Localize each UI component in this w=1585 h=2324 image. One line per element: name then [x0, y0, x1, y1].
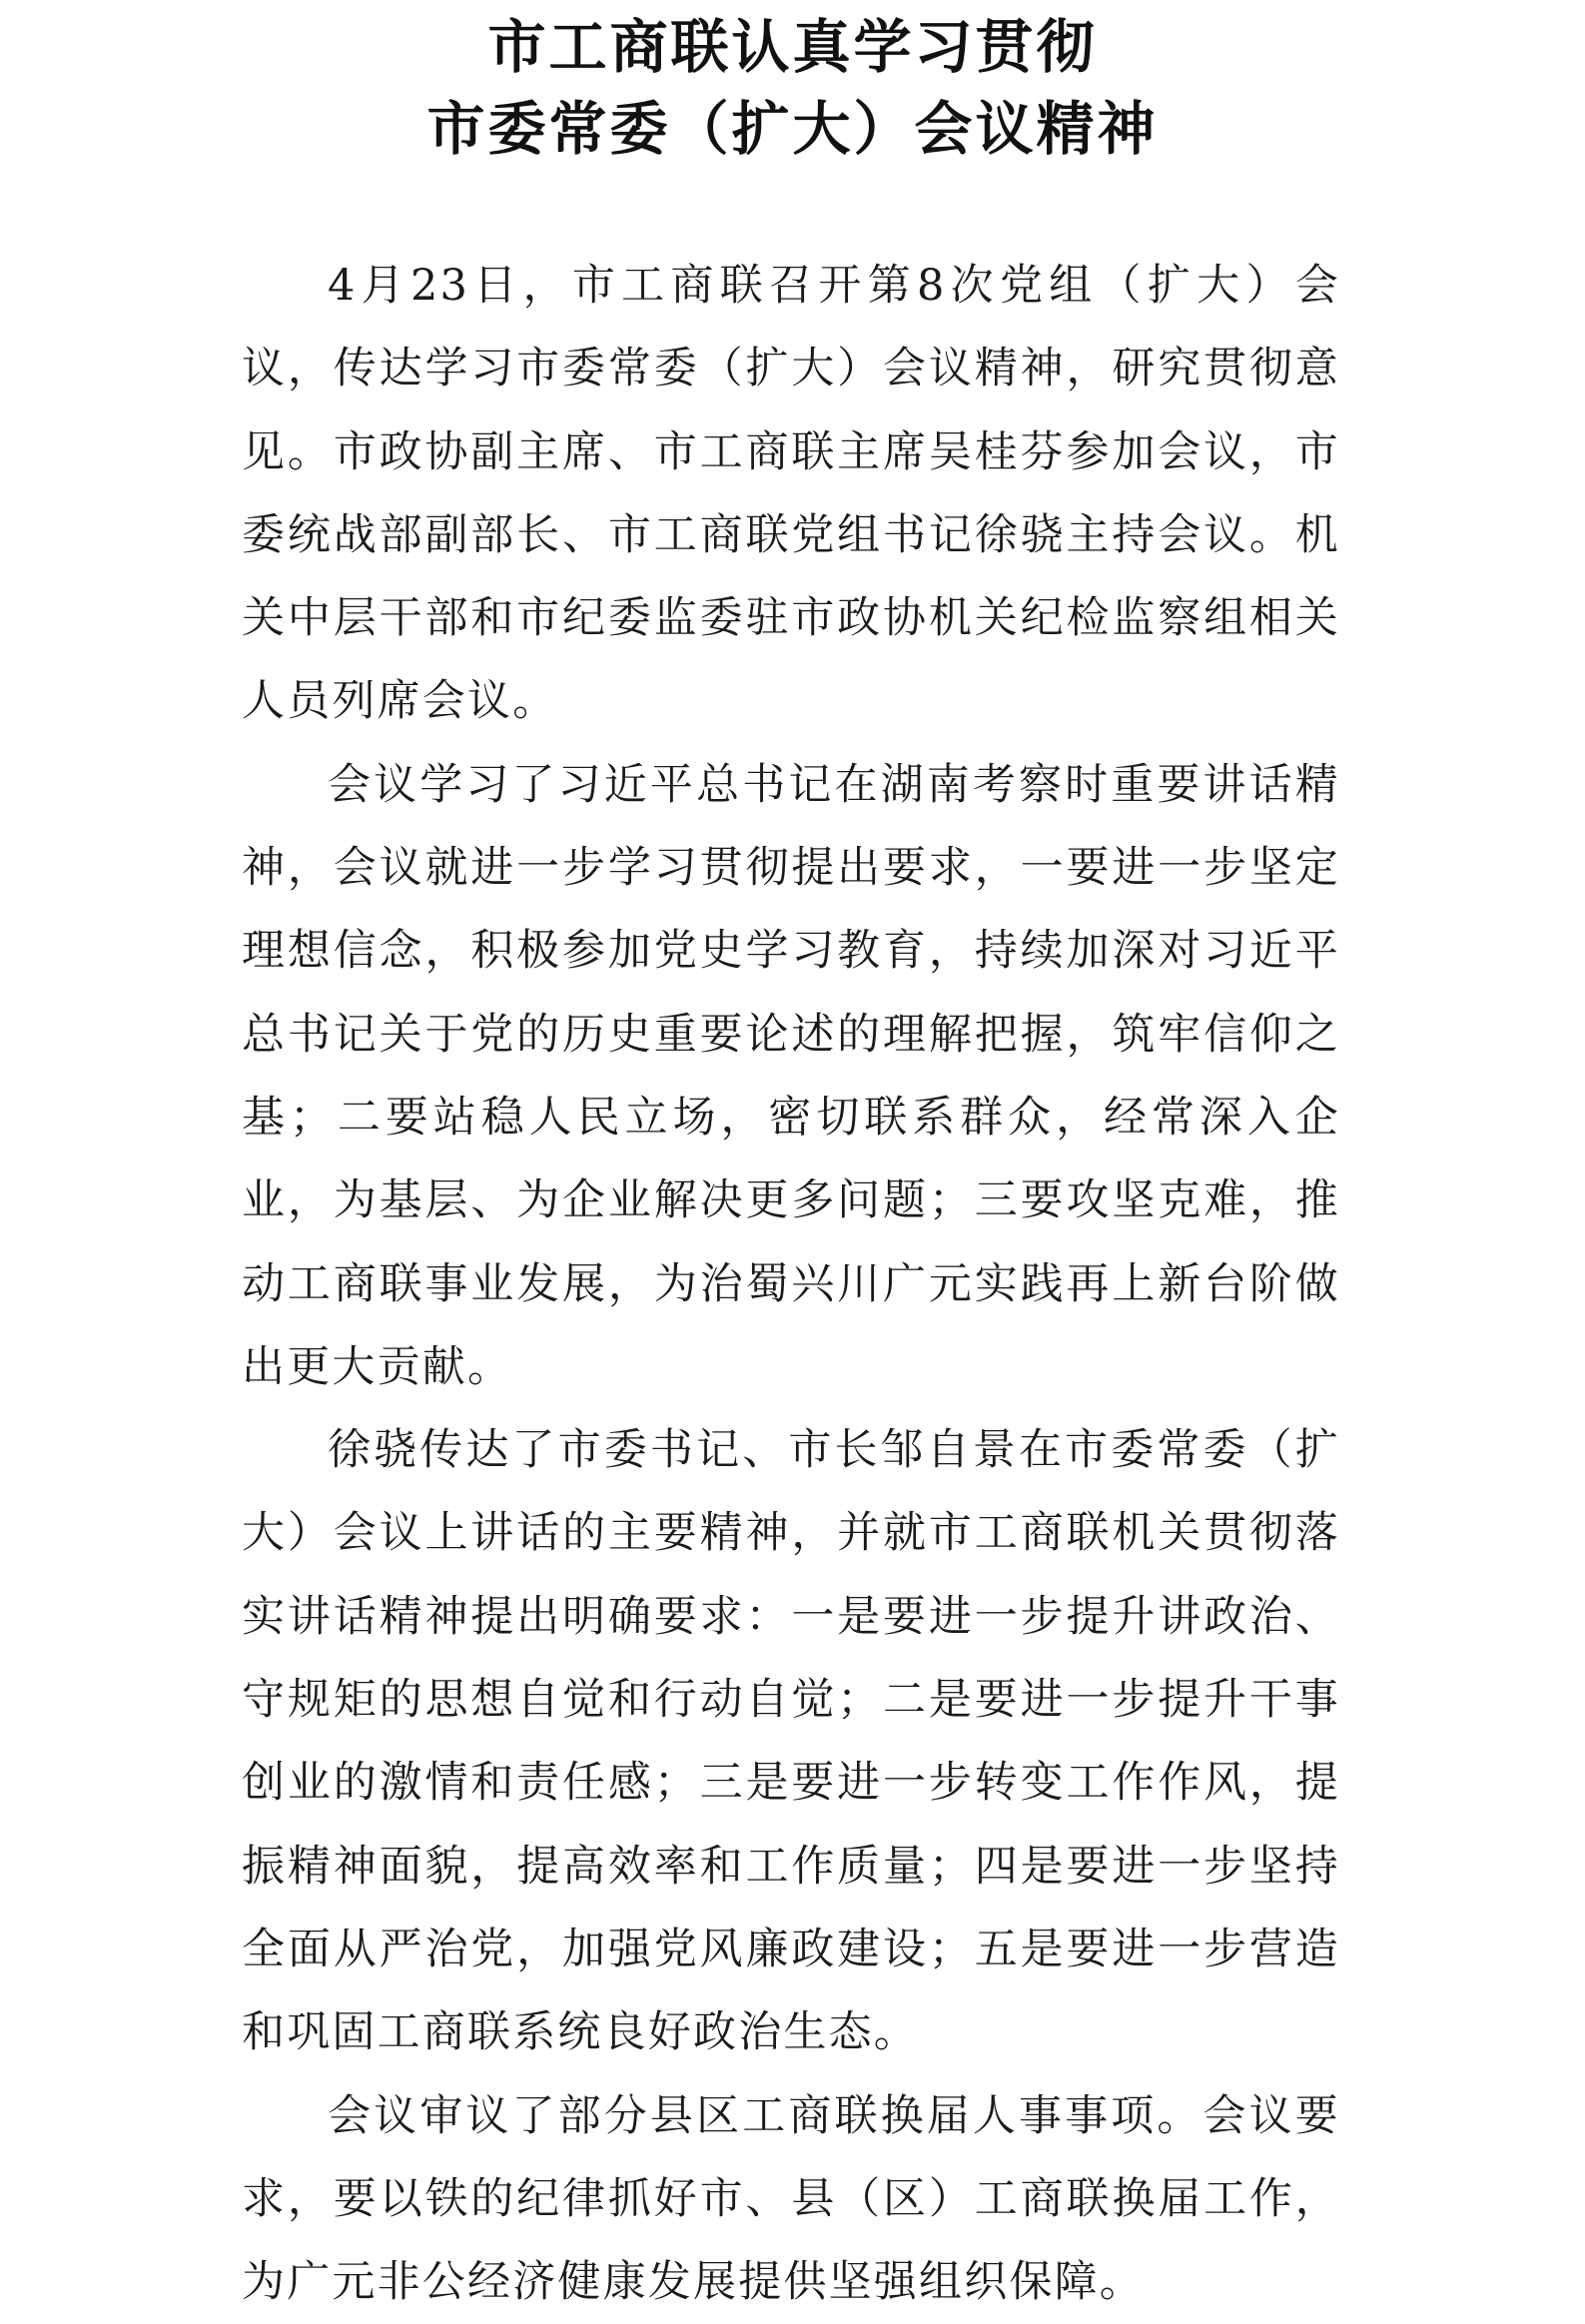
paragraph-4: 会议审议了部分县区工商联换届人事事项。会议要求，要以铁的纪律抓好市、县（区）工商联换届工作，为广元非公经济健康发展提供坚强组织保障。 — [242, 2090, 1340, 2308]
paragraph-2: 会议学习了习近平总书记在湖南考察时重要讲话精神，会议就进一步学习贯彻提出要求，一要进一步坚定理想信念，积极参加党史学习教育，持续加深对习近平总书记关于党的历史重要论述的理解把握，筑牢信仰之基；二要站稳人民立场，密切联系群众，经常深入企业，为基层、为企业解决更多问题；三要攻坚克难，推动工商联事业发展，为治蜀兴川广元实践再上新台阶做出更大贡献。 — [242, 759, 1340, 1392]
paragraph-1: 4月23日，市工商联召开第8次党组（扩大）会议，传达学习市委常委（扩大）会议精神，研究贯彻意见。市政协副主席、市工商联主席吴桂芬参加会议，市委统战部副部长、市工商联党组书记徐骁主持会议。机关中层干部和市纪委监委驻市政协机关纪检监察组相关人员列席会议。 — [242, 261, 1340, 727]
paragraph-3: 徐骁传达了市委书记、市长邹自景在市委常委（扩大）会议上讲话的主要精神，并就市工商联机关贯彻落实讲话精神提出明确要求：一是要进一步提升讲政治、守规矩的思想自觉和行动自觉；二是要进一步提升干事创业的激情和责任感；三是要进一步转变工作作风，提振精神面貌，提高效率和工作质量；四是要进一步坚持全面从严治党，加强党风廉政建设；五是要进一步营造和巩固工商联系统良好政治生态。 — [242, 1425, 1340, 2058]
title-line-1: 市工商联认真学习贯彻 — [487, 13, 1098, 81]
title-line-2: 市委常委（扩大）会议精神 — [426, 95, 1159, 163]
document-title — [0, 6, 1585, 170]
document-body — [242, 245, 1340, 2324]
